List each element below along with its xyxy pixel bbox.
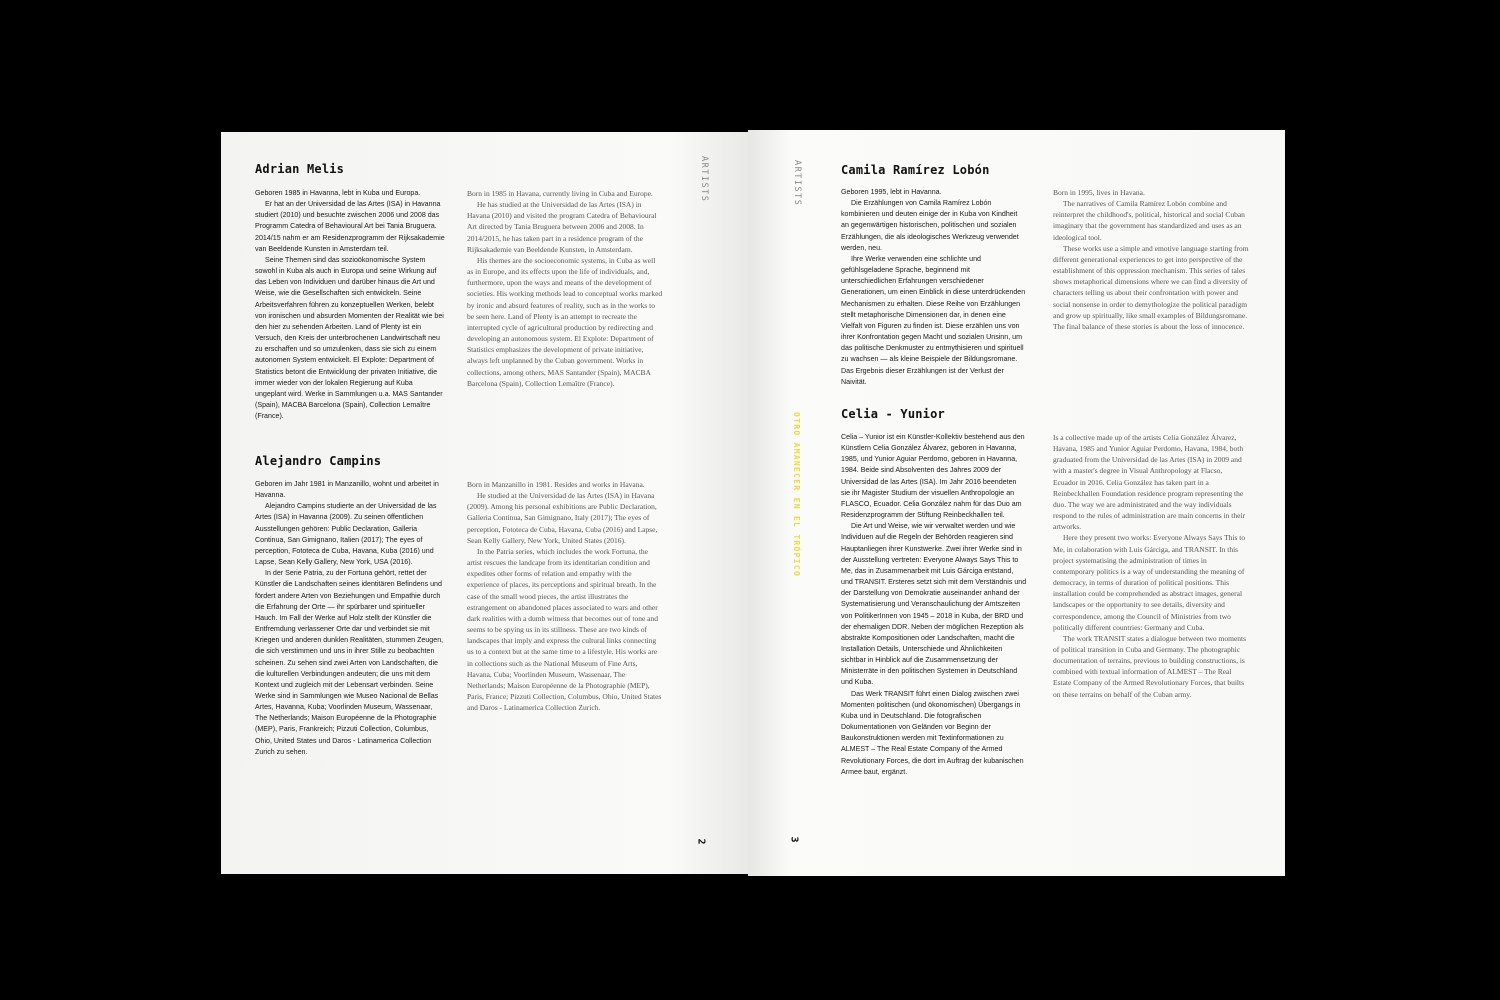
bio-paragraph: Geboren 1995, lebt in Havanna. (841, 188, 942, 196)
magazine-spread (221, 130, 1285, 874)
page-number: 3 (788, 836, 800, 843)
bio-paragraph: Celia – Yunior ist ein Künstler-Kollektiv bestehend aus den Künstlern Celia González Álvarez, geboren in Havanna, 1985, und Yunior Aguiar Perdomo, geboren in Havanna, 1984. Beide sind Absolventen des Jahres 2009 der Universidad de las Artes (ISA). Im Jahr 2016 beendeten sie ihr Magister Studium der visuellen Anthropologie an FLASCO, Ecuador. Celia González nahm für das Duo am Residenzprogramm der Stiftung Reinbeckhallen teil. (841, 433, 1025, 520)
bio-paragraph: Seine Themen sind das sozioökonomische System sowohl in Kuba als auch in Europa und seine Wirkung auf das Leben von Individuen und darüber hinaus die Art und Weise, wie die Gesellschaften sich entwickeln. Seine Arbeitsverfahren führen zu konzeptuellen Werken, belebt von ironischen und absurden Momenten der Realität wie bei den hier zu sehenden Arbeiten. Land of Plenty ist ein Versuch, den Kreis der unterbrochenen Landwirtschaft neu zu erschaffen und so umzulenken, dass sie sich zu einem autonomen System entwickelt. El Explote: Department of Statistics betont die Entwicklung der privaten Initiative, die immer wieder von der lokalen Regierung auf Kuba ungeplant wird. Werke in Sammlungen u.a. MAS Santander (Spain), MACBA Barcelona (Spain), Collection Lemaître (France). (255, 255, 444, 421)
bio-paragraph: Ihre Werke verwenden eine schlichte und gefühlsgeladene Sprache, beginnend mit unterschiedlichen Erfahrungen verschiedener Generationen, um einen Einblick in diese unterdrückenden Mechanismen zu erhalten. Diese Reihe von Erzählungen stellt metaphorische Dimensionen dar, in denen eine Vielfalt von Figuren zu finden ist. Diese erzählen uns von ihrer Konfrontation gegen Macht und sozialen Unsinn, um das politische Denkmuster zu entmythisieren und spirituell zu wachsen — als kleine Beispiele der Bildungsromane. Das Ergebnis dieser Erzählungen ist der Verlust der Naivität. (841, 254, 1026, 386)
artist-bio-german (255, 479, 445, 758)
artist-bio-german (841, 432, 1027, 778)
artist-name-heading: Alejandro Campins (255, 454, 382, 468)
page-number: 2 (695, 838, 707, 845)
section-label: ARTISTS (792, 160, 802, 207)
bio-paragraph: Die Erzählungen von Camila Ramírez Lobón kombinieren und deuten einige der in Kuba von Kindheit an gegenwärtigen historischen, politischen und sozialen Erzählungen, die als ideologisches Werkzeug verwendet werden, neu. (841, 199, 1019, 252)
bio-paragraph: Alejandro Campins studierte an der Universidad de las Artes (ISA) in Havanna (2009). Zu seinen öffentlichen Ausstellungen gehören: Public Declaration, Galleria Continua, San Gimignano, Italien (2017); The eyes of perception, Fototeca de Cuba, Havana, Kuba (2016) und Lapse, Sean Kelly Gallery, New York, USA (2016). (255, 502, 437, 567)
bio-paragraph: Here they present two works: Everyone Always Says This to Me, in colaboration with Luis Gárciga, and TRANSIT. In this project systematising the administration of times in contemporary politics is a way of understanding the meaning of democracy, in terms of duration of political positions. This installation could be comprehended as abstract images, general landscapes or the opportunity to see details, diversity and correspondence, among the Council of Ministries from two politically different countries: Germany and Cuba. (1053, 533, 1246, 632)
publication-title: OTRO AMANECER EN EL TRÓPICO (792, 412, 801, 578)
artist-name-heading: Celia - Yunior (841, 407, 945, 421)
bio-paragraph: Is a collective made up of the artists Celia González Álvarez, Havana, 1985 and Yunior Aguiar Perdomo, Havana, 1984, both graduated from the Universidad de las Artes (ISA) in 2009 and with a master's degree in Visual Anthropology at Flacso, Ecuador in 2016. Celia González has taken part in a Reinbeckhallen Foundation residence program representing the duo. The way we are administrated and the way individuals respond to the rules of administration are main concerns in their artworks. (1053, 433, 1246, 532)
artist-bio-german (255, 188, 445, 422)
bio-paragraph: Born in Manzanillo in 1981. Resides and works in Havana. (467, 480, 645, 489)
bio-paragraph: Born in 1985 in Havana, currently living in Cuba and Europe. (467, 189, 653, 198)
artist-bio-english (1053, 187, 1249, 332)
bio-paragraph: These works use a simple and emotive language starting from different generational experiences to get into perspective of the establishment of this oppression mechanism. This series of tales shows metaphorical dimensions where we can find a diversity of characters telling us about their confrontation with power and social nonsense in order to demythologize the political paradigm and grow up spiritually, like small examples of Bildungsromane. The final balance of these stories is about the loss of innocence. (1053, 243, 1249, 331)
bio-paragraph: Geboren im Jahr 1981 in Manzanillo, wohnt und arbeitet in Havanna. (255, 480, 439, 500)
artist-bio-english (1053, 432, 1249, 700)
bio-paragraph: Die Art und Weise, wie wir verwaltet werden und wie Individuen auf die Regeln der Behörden reagieren sind Hauptanliegen ihrer Kunstwerke. Zwei ihrer Werke sind in der Ausstellung vertreten: Everyone Always Says This to Me, das in Zusammenarbeit mit Luis Gárciga entstand, und TRANSIT. Ersteres setzt sich mit dem Verständnis und der Darstellung von Demokratie auseinander anhand der Systematisierung und Veranschaulichung der Amtszeiten von PolitikerInnen von 1945 – 2018 in Kuba, der BRD und der ehemaligen DDR. Neben der möglichen Rezeption als abstrakte Kompositionen oder Landschaften, macht die Installation Details, Unterschiede und Ähnlichkeiten sichtbar in Hinblick auf die Zusammensetzung der Ministerräte in den politischen Systemen in Deutschland und Kuba. (841, 522, 1027, 687)
section-label: ARTISTS (699, 156, 709, 203)
bio-paragraph: In der Serie Patria, zu der Fortuna gehört, rettet der Künstler die Landschaften seines identitären Befindens und fördert andere Arten von Beziehungen und Empathie durch die Erfahrung der Orte — ihr spürbarer und spiritueller Hauch. Im Fall der Werke auf Holz stellt der Künstler die Entfremdung verlassener Orte dar und verbindet sie mit Kriegen und anderen dunklen Realitäten, stummen Zeugen, die sich verstimmen und uns in ihrer Stille zu beobachten scheinen. Zu sehen sind zwei Arten von Landschaften, die die kulturellen Verbindungen andeuten; die uns mit dem Kontext und zugleich mit der Lebensart verbinden. Seine Werke sind in Sammlungen wie Museo Nacional de Bellas Artes, Havanna, Kuba; Voorlinden Museum, Wassenaar, The Netherlands; Maison Européenne de la Photographie (MEP), Paris, Frankreich; Pizzuti Collection, Columbus, Ohio, United States und Daros - Latinamerica Collection Zurich zu sehen. (255, 569, 444, 756)
bio-paragraph: Geboren 1985 in Havanna, lebt in Kuba und Europa. (255, 189, 421, 197)
bio-paragraph: The narratives of Camila Ramírez Lobón combine and reinterpret the childhood's, political, historical and social Cuban imaginary that the government has standardized and uses as an ideological tool. (1053, 199, 1245, 242)
bio-paragraph: Das Werk TRANSIT führt einen Dialog zwischen zwei Momenten politischen (und ökonomischen) Übergangs in Kuba und in Deutschland. Die fotografischen Dokumentationen von Geländen vor Beginn der Baukonstruktionen werden mit Textinformationen zu ALMEST – The Real Estate Company of the Armed Revolutionary Forces, die dort im Auftrag der kubanischen Armee baut, ergänzt. (841, 689, 1024, 776)
bio-paragraph: In the Patria series, which includes the work Fortuna, the artist rescues the landcape from its identitarian condition and expedites other forms of relation and empathy with the experience of places, its perceptions and spiritual breath. In the case of the small wood pieces, the artist illustrates the estrangement on abandoned places associated to wars and other dark realities with a dumb witness that becomes out of tone and seems to be spying us in its stillness. These are two kinds of landscapes that imply and express the cultural links connecting us to a context but at the same time to a lifestyle. His works are in collections such as the National Museum of Fine Arts, Havana, Cuba; Voorlinden Museum, Wassenaar, The Netherlands; Maison Européenne de la Photographie (MEP), Paris, France; Pizzuti Collection, Columbus, Ohio, United States and Daros - Latinamerica Collection Zurich. (467, 546, 662, 713)
bio-paragraph: His themes are the socioeconomic systems, in Cuba as well as in Europe, and its effects upon the life of individuals, and, furthermore, upon the ways and means of the development of societies. His working methods lead to conceptual works marked by ironic and absurd features of reality, such as in the works to be seen here. Land of Plenty is an attempt to recreate the interrupted cycle of agricultural production by redirecting and developing an autonomous system. El Explote: Department of Statistics emphasizes the development of private initiative, always left unplanned by the Cuban government. Works in collections, among others, MAS Santander (Spain), MACBA Barcelona (Spain), Collection Lemaître (France). (467, 255, 663, 388)
right-page (748, 130, 1285, 876)
bio-paragraph: The work TRANSIT states a dialogue between two moments of political transition in Cuba and Germany. The photographic documentation of terrains, previous to building constructions, is combined with textual information of ALMEST – The Real Estate Company of the Armed Revolutionary Forces, that builts on these terrains on behalf of the Cuban army. (1053, 633, 1247, 699)
artist-bio-german (841, 187, 1027, 388)
artist-name-heading: Camila Ramírez Lobón (841, 163, 990, 177)
bio-paragraph: Er hat an der Universidad de las Artes (ISA) in Havanna studiert (2010) und besuchte zwischen 2006 und 2008 das Programm Catedra of Behavioural Art bei Tania Bruguera. 2014/15 nahm er am Residenzprogramm der Rijksakademie van Beeldende Kunsten in Amsterdam teil. (255, 200, 445, 253)
bio-paragraph: He has studied at the Universidad de las Artes (ISA) in Havana (2010) and visited the program Catedra of Behavioural Art directed by Tania Bruguera between 2006 and 2008. In 2014/2015, he has taken part in a residence program of the Rijksakademie van Beeldende Kunsten, in Amsterdam. (467, 200, 657, 254)
artist-name-heading: Adrian Melis (255, 162, 345, 176)
artist-bio-english (467, 479, 663, 713)
left-page (221, 132, 748, 874)
bio-paragraph: Born in 1995, lives in Havana. (1053, 188, 1145, 197)
bio-paragraph: He studied at the Universidad de las Artes (ISA) in Havana (2009). Among his personal exhibitions are Public Declaration, Galleria Continua, San Gimignano, Italy (2017); The eyes of perception, Fototeca de Cuba, Havana, Cuba (2016) and Lapse, Sean Kelly Gallery, New York, United States (2016). (467, 491, 658, 545)
artist-bio-english (467, 188, 663, 389)
